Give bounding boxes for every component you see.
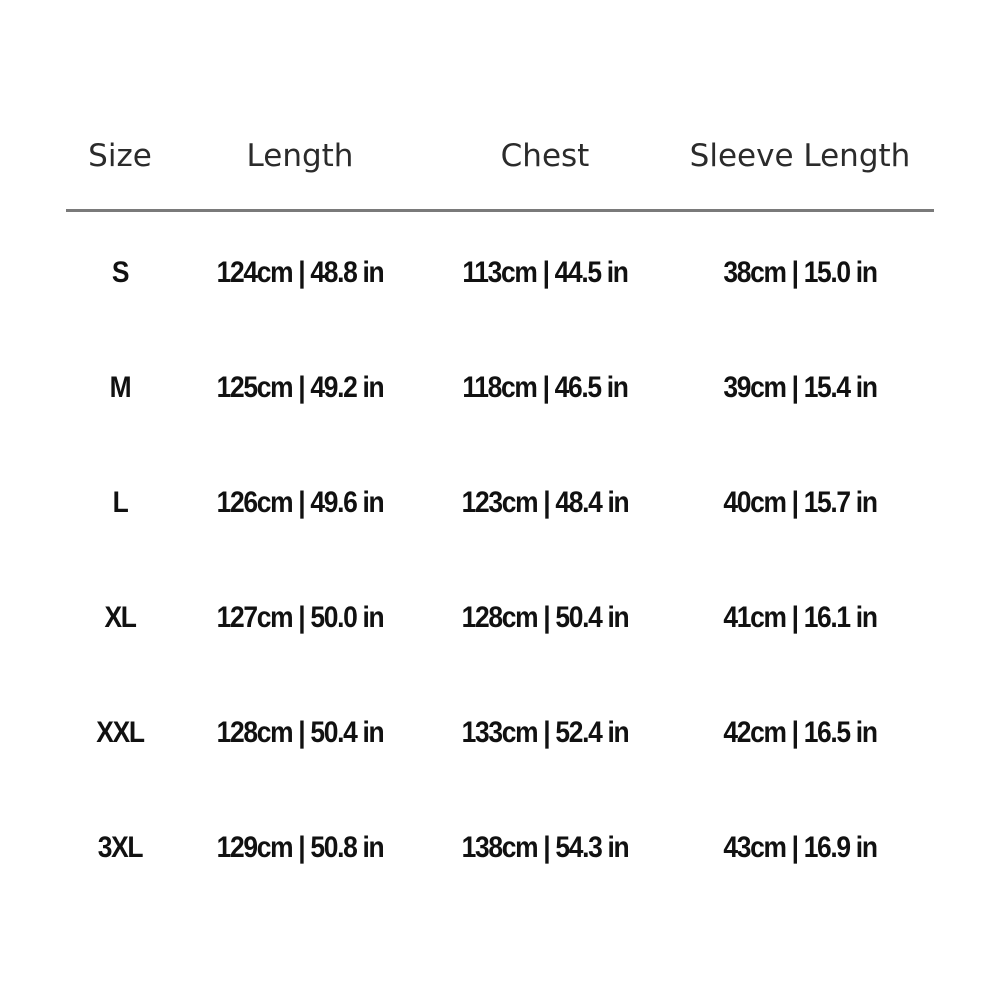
size-cell: XXL — [96, 716, 144, 749]
sleeve-cell: 40cm | 15.7 in — [723, 486, 877, 519]
chest-cell: 123cm | 48.4 in — [461, 486, 629, 519]
header-divider — [66, 209, 934, 212]
table-row — [0, 243, 1000, 303]
size-cell: M — [109, 371, 131, 404]
chest-cell: 128cm | 50.4 in — [461, 601, 629, 634]
sleeve-cell: 39cm | 15.4 in — [723, 371, 877, 404]
header-size: Size — [88, 138, 152, 174]
header-chest: Chest — [500, 138, 590, 174]
table-row — [0, 818, 1000, 878]
length-cell: 126cm | 49.6 in — [216, 486, 384, 519]
chest-cell: 138cm | 54.3 in — [461, 831, 629, 864]
header-sleeve-length: Sleeve Length — [689, 138, 911, 174]
size-cell: XL — [104, 601, 136, 634]
size-cell: 3XL — [97, 831, 143, 864]
table-row — [0, 358, 1000, 418]
chest-cell: 133cm | 52.4 in — [461, 716, 629, 749]
header-row — [0, 128, 1000, 184]
size-cell: L — [112, 486, 128, 519]
sleeve-cell: 42cm | 16.5 in — [723, 716, 877, 749]
length-cell: 127cm | 50.0 in — [216, 601, 384, 634]
table-row — [0, 703, 1000, 763]
sleeve-cell: 41cm | 16.1 in — [723, 601, 877, 634]
size-cell: S — [111, 256, 129, 289]
table-row — [0, 588, 1000, 648]
length-cell: 128cm | 50.4 in — [216, 716, 384, 749]
sleeve-cell: 38cm | 15.0 in — [723, 256, 877, 289]
chest-cell: 113cm | 44.5 in — [462, 256, 628, 289]
length-cell: 129cm | 50.8 in — [216, 831, 384, 864]
sleeve-cell: 43cm | 16.9 in — [723, 831, 877, 864]
header-length: Length — [246, 138, 354, 174]
length-cell: 125cm | 49.2 in — [216, 371, 384, 404]
chest-cell: 118cm | 46.5 in — [462, 371, 628, 404]
table-row — [0, 473, 1000, 533]
length-cell: 124cm | 48.8 in — [216, 256, 384, 289]
